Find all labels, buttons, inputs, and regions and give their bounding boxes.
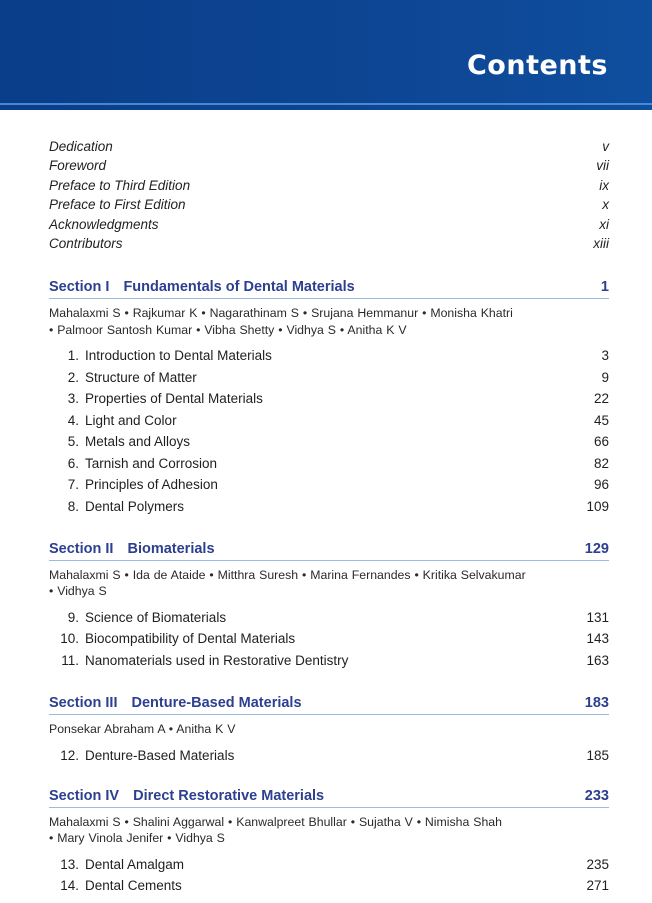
entry-page: ix <box>599 177 609 193</box>
chapter-page: 66 <box>593 434 609 450</box>
toc-entry[interactable] <box>49 197 609 216</box>
chapter-title: Structure of Matter <box>85 369 197 385</box>
section-number: Section IV <box>49 787 120 804</box>
chapter-page: 22 <box>593 391 609 407</box>
chapter-number: 7. <box>67 477 79 493</box>
chapter-entry[interactable] <box>49 744 609 766</box>
section-heading[interactable] <box>49 536 609 561</box>
chapter-entry[interactable] <box>49 650 609 672</box>
entry-title: Preface to First Edition <box>49 197 186 213</box>
chapter-number: 8. <box>67 498 79 514</box>
entry-page: x <box>602 197 609 213</box>
entry-page: v <box>602 139 609 154</box>
chapter-title: Tarnish and Corrosion <box>85 455 218 471</box>
section-authors <box>49 814 609 847</box>
chapter-entry[interactable] <box>49 409 609 431</box>
section-number: Section II <box>49 540 114 557</box>
author-line: Ponsekar Abraham A • Anitha K V <box>49 722 236 737</box>
chapter-entry[interactable] <box>49 628 609 650</box>
chapter-page: 96 <box>593 477 609 493</box>
chapter-list <box>49 345 609 517</box>
toc-entry[interactable] <box>49 217 609 236</box>
chapter-title: Properties of Dental Materials <box>85 391 263 407</box>
section-heading[interactable] <box>49 274 609 299</box>
author-line: • Vidhya S <box>49 584 107 599</box>
chapter-entry[interactable] <box>49 431 609 453</box>
chapter-title: Metals and Alloys <box>85 434 191 450</box>
chapter-number: 6. <box>67 455 79 471</box>
chapter-number: 1. <box>67 348 79 364</box>
section-heading[interactable] <box>49 690 609 715</box>
chapter-entry[interactable] <box>49 474 609 496</box>
header-rule <box>0 103 652 105</box>
chapter-title: Biocompatibility of Dental Materials <box>85 631 296 647</box>
chapter-number: 3. <box>67 391 79 407</box>
entry-page: xiii <box>593 235 609 251</box>
chapter-title: Science of Biomaterials <box>85 609 227 625</box>
entry-page: vii <box>596 158 609 174</box>
chapter-page: 109 <box>586 498 609 514</box>
chapter-number: 12. <box>60 747 79 763</box>
chapter-page: 185 <box>586 747 609 763</box>
chapter-page: 271 <box>586 878 609 894</box>
section-title: Biomaterials <box>127 540 215 557</box>
chapter-page: 131 <box>586 609 609 625</box>
entry-title: Contributors <box>49 235 123 251</box>
chapter-title: Nanomaterials used in Restorative Dentistry <box>85 652 349 668</box>
page-title: Contents <box>466 50 608 81</box>
front-matter <box>49 139 609 255</box>
chapter-title: Principles of Adhesion <box>85 477 218 493</box>
chapter-title: Dental Cements <box>85 878 182 894</box>
toc-section <box>49 783 609 897</box>
section-title: Fundamentals of Dental Materials <box>123 279 355 296</box>
chapter-title: Denture-Based Materials <box>85 747 235 763</box>
section-number: Section III <box>49 695 118 712</box>
section-authors <box>49 567 609 600</box>
toc-section <box>49 690 609 766</box>
chapter-number: 13. <box>60 856 79 872</box>
chapter-entry[interactable] <box>49 388 609 410</box>
chapter-number: 14. <box>60 878 79 894</box>
toc-entry[interactable] <box>49 178 609 197</box>
toc-entry[interactable] <box>49 158 609 177</box>
chapter-page: 163 <box>586 652 609 668</box>
entry-title: Dedication <box>49 139 113 154</box>
chapter-list <box>49 607 609 672</box>
chapter-entry[interactable] <box>49 366 609 388</box>
entry-title: Preface to Third Edition <box>49 177 191 193</box>
chapter-entry[interactable] <box>49 345 609 367</box>
author-line: • Mary Vinola Jenifer • Vidhya S <box>49 831 225 846</box>
chapter-entry[interactable] <box>49 452 609 474</box>
author-line: Mahalaxmi S • Shalini Aggarwal • Kanwalpreet Bhullar • Sujatha V • Nimisha Shah <box>49 814 502 829</box>
section-page: 129 <box>584 540 609 557</box>
entry-title: Foreword <box>49 158 107 174</box>
chapter-entry[interactable] <box>49 853 609 875</box>
section-heading[interactable] <box>49 783 609 808</box>
sections-container <box>49 274 609 896</box>
chapter-entry[interactable] <box>49 495 609 517</box>
header-banner <box>0 0 652 110</box>
chapter-page: 143 <box>586 631 609 647</box>
author-line: • Palmoor Santosh Kumar • Vibha Shetty • Vidhya S • Anitha K V <box>49 322 407 337</box>
contents-list <box>49 139 609 896</box>
entry-title: Acknowledgments <box>49 216 159 232</box>
section-title: Denture-Based Materials <box>131 695 302 712</box>
section-page: 183 <box>584 695 609 712</box>
chapter-entry[interactable] <box>49 875 609 897</box>
section-authors <box>49 721 609 737</box>
chapter-page: 3 <box>601 348 609 364</box>
chapter-title: Introduction to Dental Materials <box>85 348 272 364</box>
section-authors <box>49 305 609 338</box>
chapter-number: 2. <box>67 369 79 385</box>
chapter-page: 9 <box>601 369 609 385</box>
chapter-page: 45 <box>593 412 609 428</box>
toc-section <box>49 274 609 517</box>
toc-entry[interactable] <box>49 139 609 158</box>
chapter-number: 9. <box>67 609 79 625</box>
chapter-title: Dental Polymers <box>85 498 185 514</box>
chapter-page: 235 <box>586 856 609 872</box>
chapter-title: Light and Color <box>85 412 177 428</box>
chapter-number: 10. <box>60 631 79 647</box>
section-page: 1 <box>600 279 609 296</box>
section-title: Direct Restorative Materials <box>133 787 325 804</box>
author-line: Mahalaxmi S • Rajkumar K • Nagarathinam S • Srujana Hemmanur • Monisha Khatri <box>49 306 513 321</box>
chapter-title: Dental Amalgam <box>85 856 185 872</box>
section-page: 233 <box>584 787 609 804</box>
section-number: Section I <box>49 279 110 296</box>
chapter-number: 4. <box>67 412 79 428</box>
chapter-number: 5. <box>67 434 79 450</box>
entry-page: xi <box>599 216 609 232</box>
chapter-list <box>49 744 609 766</box>
author-line: Mahalaxmi S • Ida de Ataide • Mitthra Suresh • Marina Fernandes • Kritika Selvakumar <box>49 567 526 582</box>
toc-entry[interactable] <box>49 236 609 255</box>
chapter-number: 11. <box>61 652 79 668</box>
toc-section <box>49 536 609 671</box>
chapter-page: 82 <box>593 455 609 471</box>
chapter-entry[interactable] <box>49 607 609 629</box>
chapter-list <box>49 853 609 896</box>
